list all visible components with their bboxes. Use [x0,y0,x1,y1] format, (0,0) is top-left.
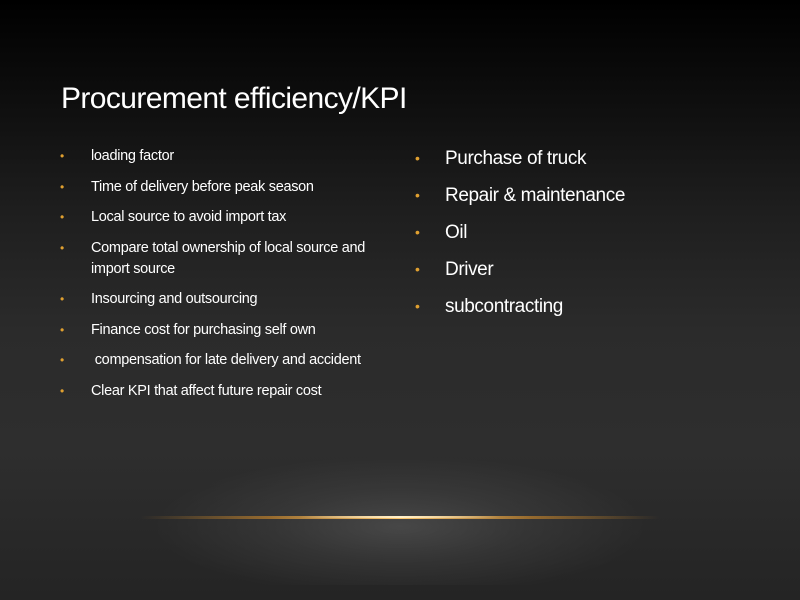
bullet-icon: • [60,292,64,306]
list-item-text: Compare total ownership of local source and import source [91,239,369,277]
list-item [60,238,380,280]
bullet-icon: • [60,210,64,224]
bullet-icon: • [415,261,420,277]
bullet-icon: • [415,298,420,314]
bullet-icon: • [415,187,420,203]
right-bullet-list [415,145,755,330]
list-item-text: Time of delivery before peak season [91,178,314,195]
list-item-text: Repair & maintenance [445,185,625,206]
bullet-icon: • [60,179,64,194]
list-item-text: Insourcing and outsourcing [91,291,258,307]
bullet-icon: • [60,322,64,337]
list-item [415,145,755,172]
list-item-text: Purchase of truck [445,148,587,169]
bullet-icon: • [415,150,420,166]
bullet-icon: • [60,353,64,367]
glow-divider-highlight [300,516,500,518]
bullet-icon: • [60,149,64,163]
bullet-icon: • [60,240,64,255]
glow-divider-line [140,516,660,519]
list-item [60,289,380,310]
list-item-text: Local source to avoid import tax [91,209,287,225]
list-item-text: subcontracting [445,296,563,317]
list-item [60,320,380,341]
list-item [60,207,380,228]
list-item [415,219,755,246]
spotlight-glow [150,455,650,585]
list-item [60,177,380,198]
slide-title: Procurement efficiency/KPI [61,82,407,115]
bullet-icon: • [60,383,64,398]
list-item [415,256,755,283]
bullet-icon: • [415,224,420,240]
list-item-text: Clear KPI that affect future repair cost [91,382,322,399]
list-item [60,146,380,167]
list-item [60,381,380,402]
list-item [415,293,755,320]
list-item-text: Oil [445,222,468,243]
list-item-text: Finance cost for purchasing self own [91,321,316,338]
list-item-text: Driver [445,259,494,280]
list-item-text: compensation for late delivery and accident [91,352,361,368]
list-item-text: loading factor [91,148,174,164]
list-item [415,182,755,209]
list-item [60,350,380,371]
left-bullet-list [60,146,380,411]
